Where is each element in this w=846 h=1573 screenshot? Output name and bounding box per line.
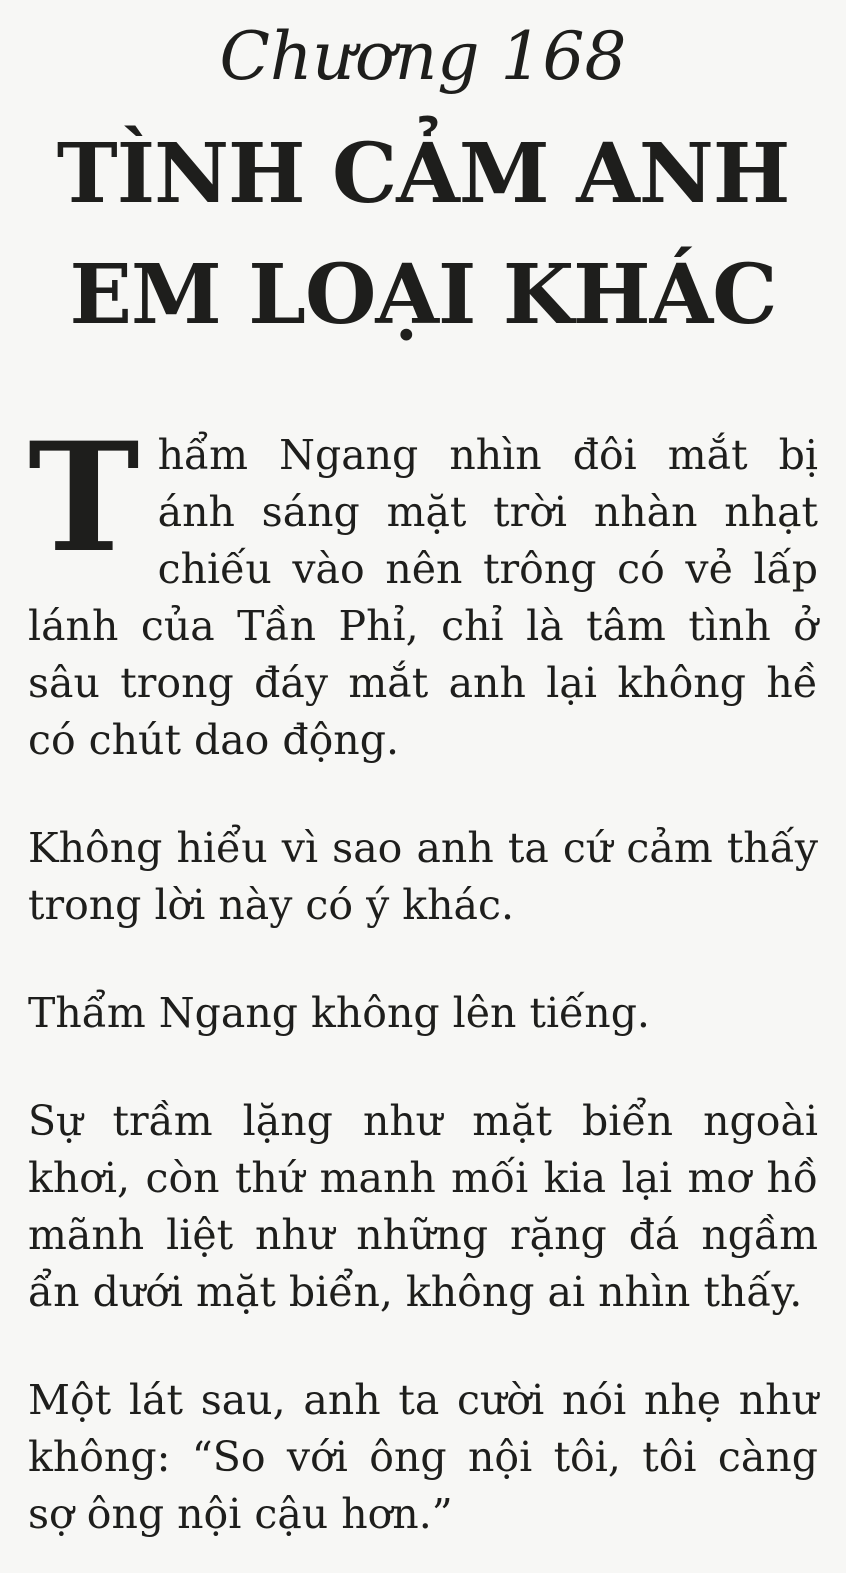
paragraph-5: Một lát sau, anh ta cười nói nhẹ như không: “So với ông nội tôi, tôi càng sợ ông nội cậu hơn.” <box>28 1375 818 1538</box>
paragraph-3: Thẩm Ngang không lên tiếng. <box>28 988 650 1037</box>
paragraph-1 <box>28 409 818 769</box>
chapter-title-line-2: EM LOẠI KHÁC <box>69 247 777 344</box>
drop-cap: T <box>28 409 140 586</box>
chapter-number: Chương 168 <box>219 18 627 95</box>
paragraph-1-text: hẩm Ngang nhìn đôi mắt bị ánh sáng mặt trời nhàn nhạt chiếu vào nên trông có vẻ lấp lánh của Tần Phỉ, chỉ là tâm tình ở sâu trong đáy mắt anh lại không hề có chút dao động. <box>28 430 818 764</box>
paragraph-4: Sự trầm lặng như mặt biển ngoài khơi, còn thứ manh mối kia lại mơ hồ mãnh liệt như những rặng đá ngầm ẩn dưới mặt biển, không ai nhìn thấy. <box>28 1096 818 1316</box>
paragraph-2: Không hiểu vì sao anh ta cứ cảm thấy trong lời này có ý khác. <box>28 823 818 929</box>
chapter-title <box>28 114 818 357</box>
chapter-header <box>28 14 818 357</box>
chapter-title-line-1: TÌNH CẢM ANH <box>56 125 790 222</box>
chapter-body <box>28 409 818 1543</box>
